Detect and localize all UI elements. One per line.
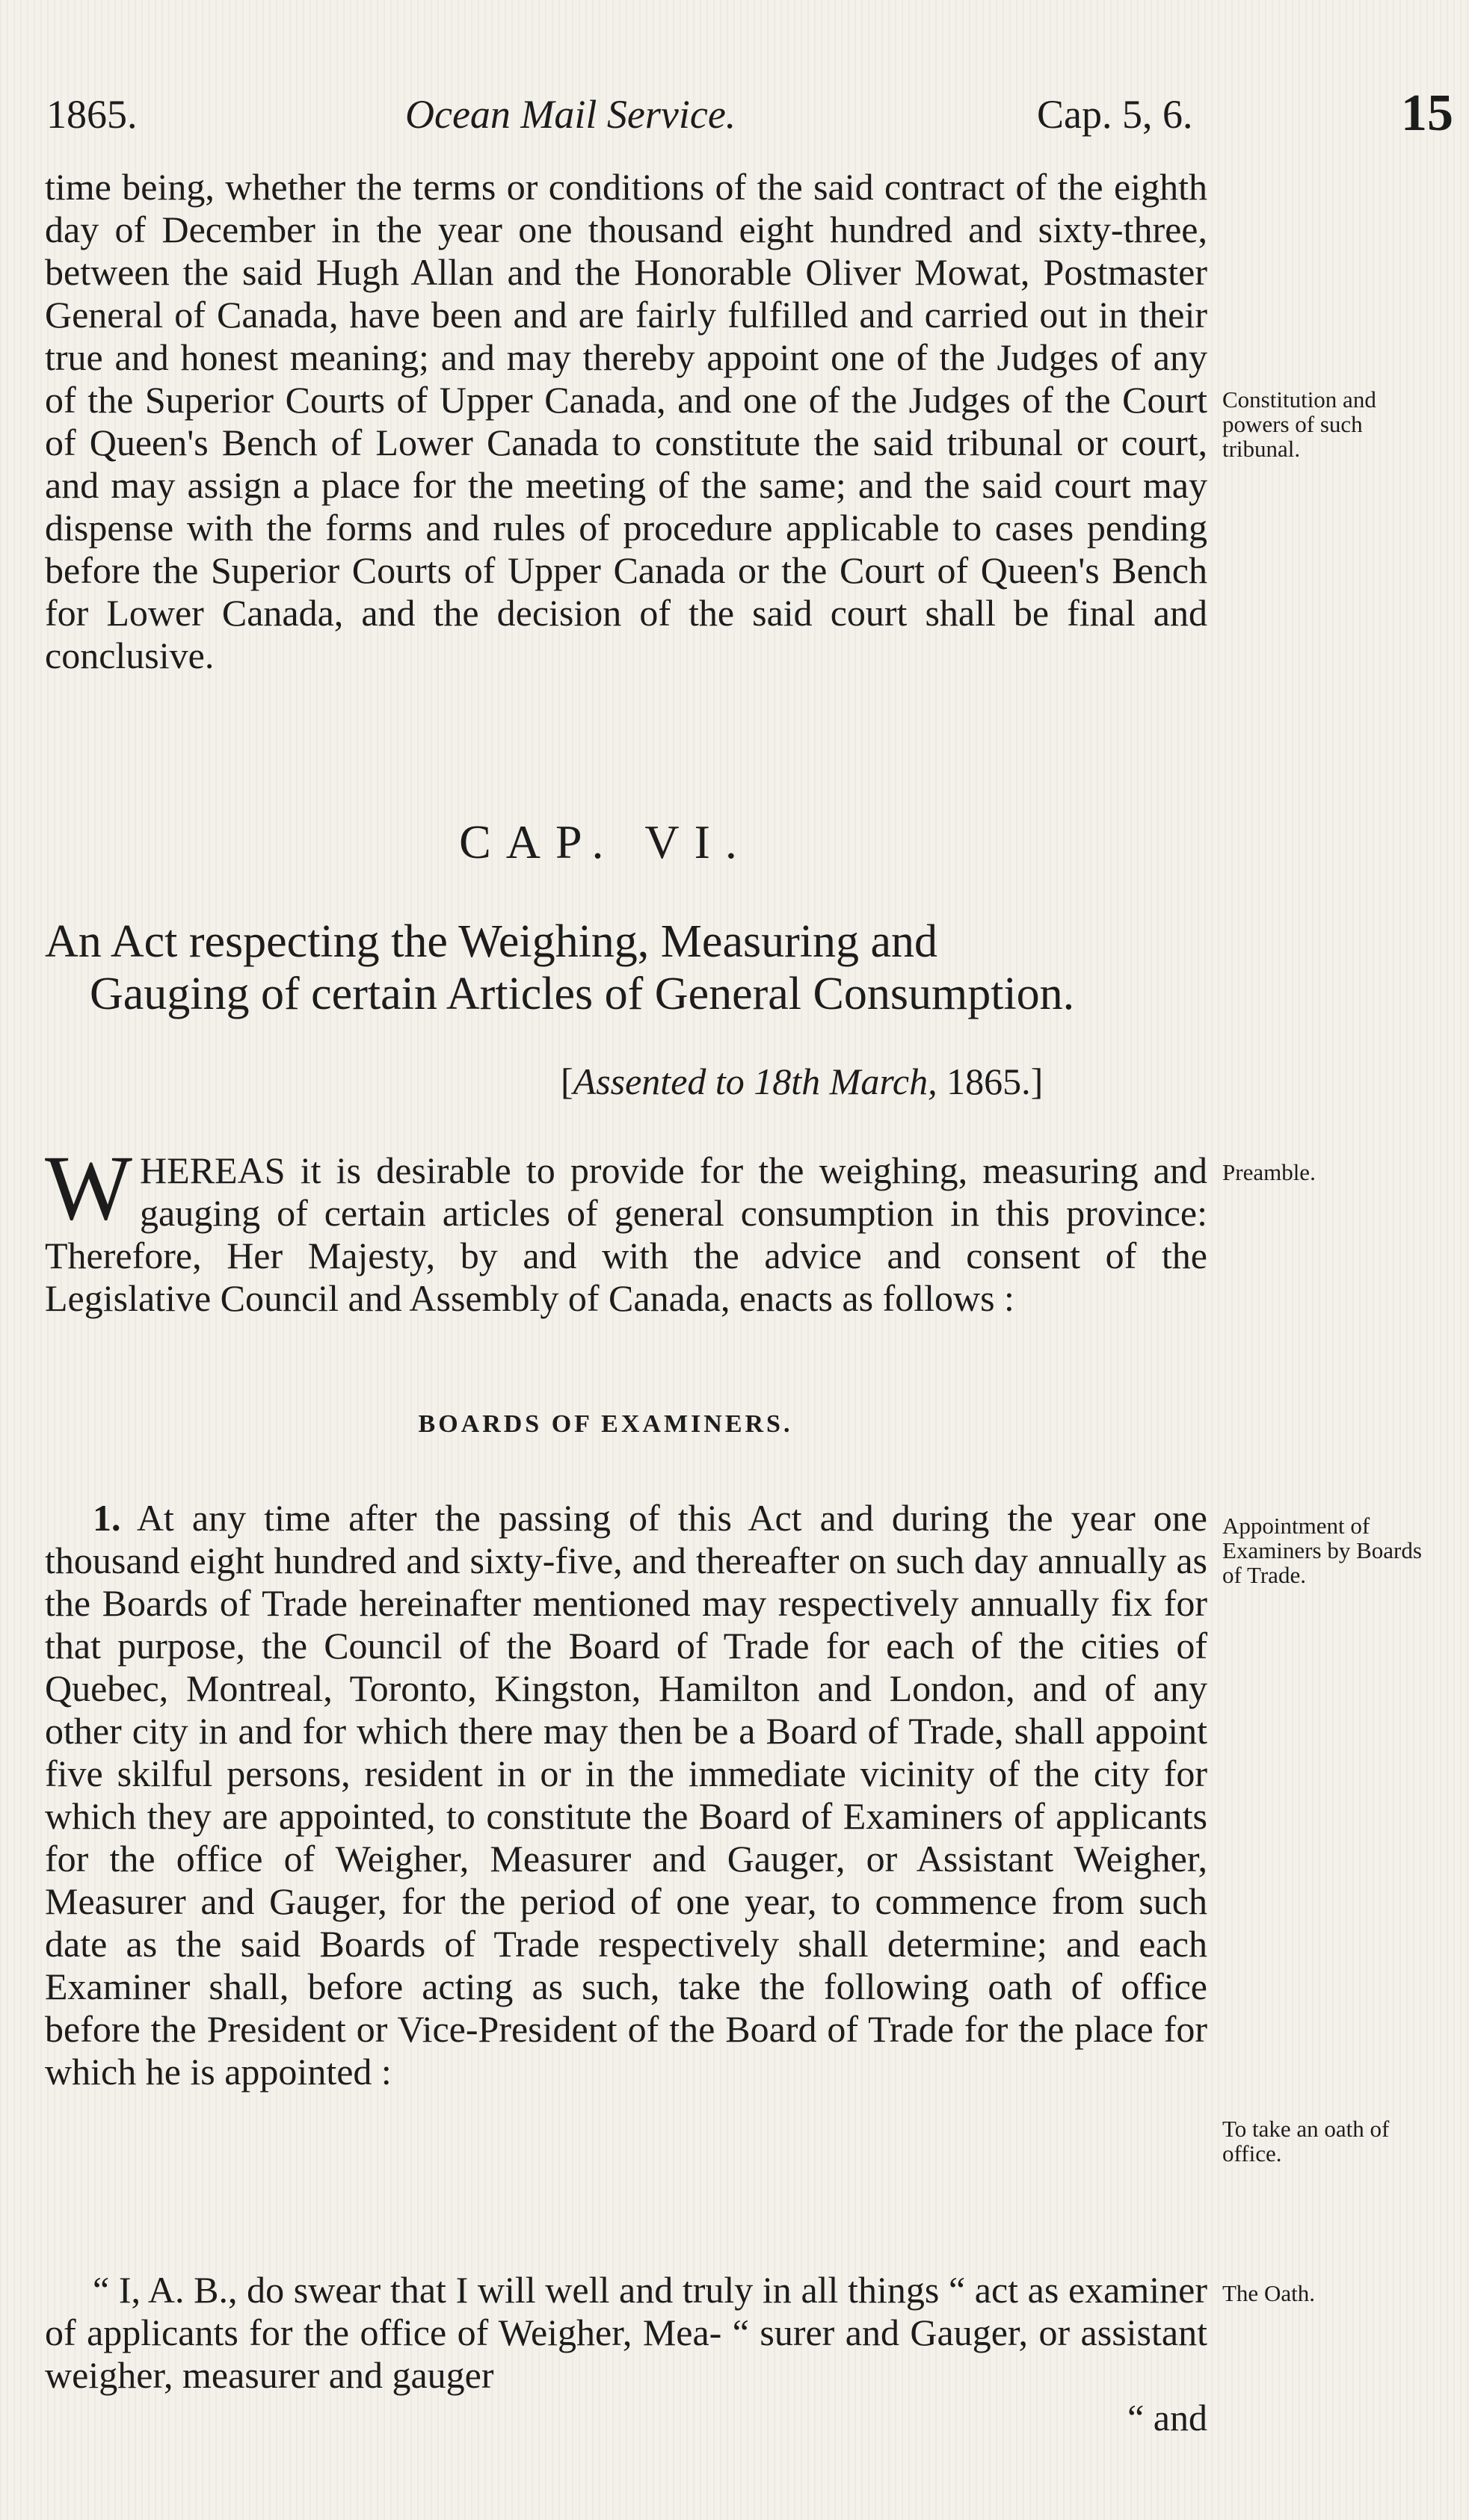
page-number: 15 xyxy=(1401,84,1453,142)
assent-italic: Assented to 18th March, xyxy=(573,1060,937,1102)
header-year: 1865. xyxy=(46,92,138,137)
oath-continuation: “ and xyxy=(1127,2397,1207,2439)
drop-cap: W xyxy=(45,1137,133,1239)
page-header xyxy=(46,84,1453,143)
section-heading: BOARDS OF EXAMINERS. xyxy=(418,1410,793,1438)
act-title-line-1: An Act respecting the Weighing, Measuring and xyxy=(45,916,937,967)
margin-note-the-oath: The Oath. xyxy=(1222,2280,1315,2306)
margin-note-oath-of-office: To take an oath of office. xyxy=(1222,2116,1390,2167)
chapter-reference: Cap. 5, 6. xyxy=(1037,92,1193,137)
assent-bracket: [ xyxy=(561,1060,573,1102)
margin-note-constitution: Constitution and powers of such tribunal. xyxy=(1222,386,1376,462)
section-1-text: At any time after the passing of this Act and during the year one thousand eight hundred and sixty-five, and thereafter on such day annually as the Boards of Trade hereinafter mentioned may respectively annually fix for that purpose, the Council of the Board of Trade for each of the cities of Quebec, Montreal, Toronto, Kingston, Hamilton and London, and of any other city in and for which there may then be a Board of Trade, shall appoint five skilful persons, resident in or in the immediate vicinity of the city for which they are appointed, to constitute the Board of Examiners of applicants for the office of Weigher, Measurer and Gauger, or Assistant Weigher, Measurer and Gauger, for the period of one year, to commence from such date as the said Boards of Trade respectively shall determine; and each Examiner shall, before acting as such, take the following oath of office before the President or Vice-President of the Board of Trade for the place for which he is appointed : xyxy=(45,1497,1207,2093)
act-title-line-2: Gauging of certain Articles of General Consumption. xyxy=(90,969,1075,1019)
assent-year: 1865.] xyxy=(946,1060,1044,1102)
oath-block xyxy=(45,2269,1207,2439)
preamble-text: HEREAS it is desirable to provide for the weighing, measuring and gauging of certain articles of general consumption in this province: Therefore, Her Majesty, by and with the advice and consent of the Legislative Council and Assembly of Canada, enacts as follows : xyxy=(45,1149,1207,1319)
opening-paragraph-block xyxy=(45,166,1207,677)
preamble-block xyxy=(45,1137,1207,1320)
preamble-paragraph xyxy=(45,1137,1207,1320)
margin-note-preamble: Preamble. xyxy=(1222,1159,1316,1185)
act-title xyxy=(45,915,1207,1020)
section-number: 1. xyxy=(93,1497,121,1539)
chapter-heading: CAP. VI. xyxy=(459,815,752,868)
running-title: Ocean Mail Service. xyxy=(405,92,736,137)
section-1-block xyxy=(45,1497,1207,2093)
oath-text: “ I, A. B., do swear that I will well and truly in all things “ act as examiner of applicants for the office of Weigher, Mea- “ surer and Gauger, or assistant weigher, measurer and gauger xyxy=(45,2269,1207,2396)
assent-line xyxy=(561,1060,1211,1103)
margin-note-appointment: Appointment of Examiners by Boards of Trade. xyxy=(1222,1513,1422,1588)
section-1-paragraph xyxy=(45,1497,1207,2093)
opening-paragraph: time being, whether the terms or conditions of the said contract of the eighth day of December in the year one thousand eight hundred and sixty-three, between the said Hugh Allan and the Honorable Oliver Mowat, Postmaster General of Canada, have been and are fairly fulfilled and carried out in their true and honest meaning; and may thereby appoint one of the Judges of any of the Superior Courts of Upper Canada, and one of the Judges of the Court of Queen's Bench of Lower Canada to constitute the said tribunal or court, and may assign a place for the meeting of the same; and the said court may dispense with the forms and rules of procedure applicable to cases pending before the Superior Courts of Upper Canada or the Court of Queen's Bench for Lower Canada, and the decision of the said court shall be final and conclusive. xyxy=(45,166,1207,676)
